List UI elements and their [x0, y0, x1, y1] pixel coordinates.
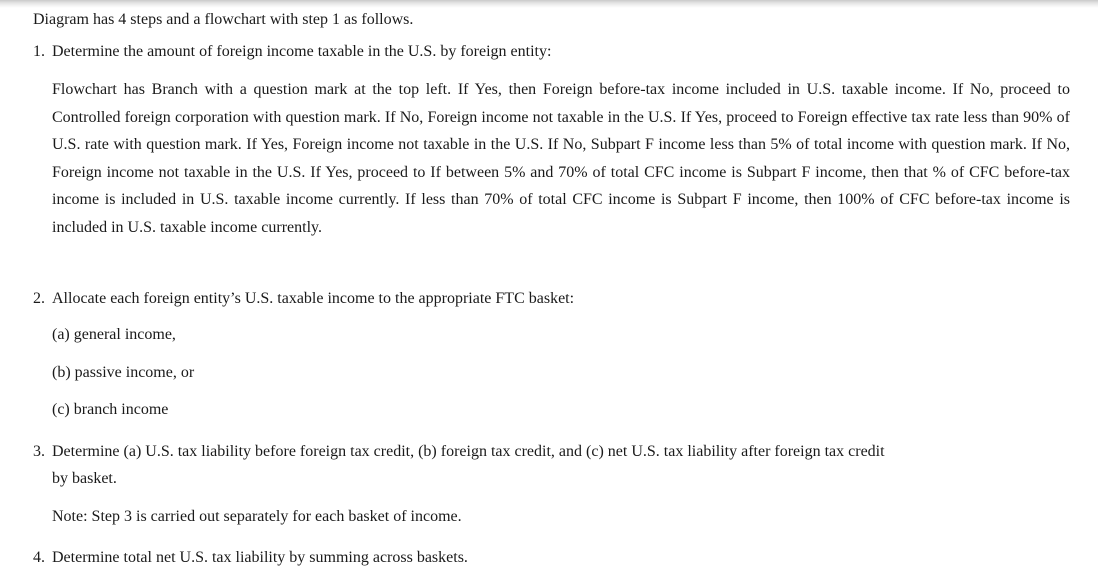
step-3-number: 3. [33, 443, 45, 460]
step-1-number: 1. [33, 43, 45, 60]
step-2 [33, 285, 1073, 313]
step-4-text: Determine total net U.S. tax liability by summing across baskets. [52, 549, 468, 566]
basket-item-branch: (c) branch income [52, 401, 169, 418]
step-1-text: Determine the amount of foreign income taxable in the U.S. by foreign entity: [52, 43, 552, 60]
step-2-text: Allocate each foreign entity’s U.S. taxable income to the appropriate FTC basket: [52, 290, 575, 307]
step-1 [33, 38, 1073, 66]
step-2-number: 2. [33, 290, 45, 307]
step-3-text-line2: by basket. [52, 470, 117, 487]
step-3-note: Note: Step 3 is carried out separately for each basket of income. [52, 508, 462, 525]
basket-item-general: (a) general income, [52, 326, 176, 343]
step-3 [33, 438, 1073, 466]
step-3-text-line1: Determine (a) U.S. tax liability before foreign tax credit, (b) foreign tax credit, and (c) net U.S. tax liability after foreign tax credit [52, 443, 885, 460]
step-4-number: 4. [33, 549, 45, 566]
flowchart-description: Flowchart has Branch with a question mark at the top left. If Yes, then Foreign before-tax income included in U.S. taxable income. If No, proceed to Controlled foreign corporation with question mark. If No, Foreign income not taxable in the U.S. If Yes, proceed to Foreign effective tax rate less than 90% of U.S. rate with question mark. If Yes, Foreign income not taxable in the U.S. If No, Subpart F income less than 5% of total income with question mark. If No, Foreign income not taxable in the U.S. If Yes, proceed to If between 5% and 70% of total CFC income is Subpart F income, then that % of CFC before-tax income is included in U.S. taxable income currently. If less than 70% of total CFC income is Subpart F income, then 100% of CFC before-tax income is included in U.S. taxable income currently. [52, 81, 1070, 236]
intro-text: Diagram has 4 steps and a flowchart with step 1 as follows. [33, 11, 414, 28]
basket-item-passive: (b) passive income, or [52, 364, 195, 381]
step-4 [33, 544, 1073, 572]
